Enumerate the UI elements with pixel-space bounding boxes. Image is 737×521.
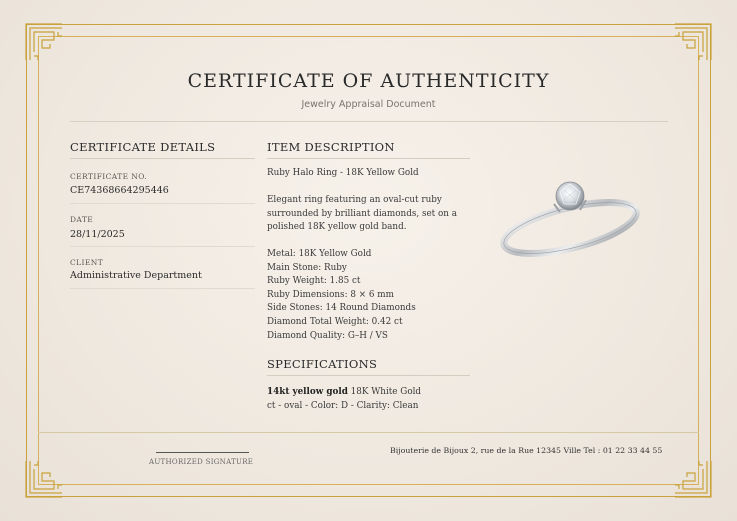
date-rule	[70, 246, 255, 247]
summary-line: surrounded by brilliant diamonds, set on a	[267, 208, 457, 219]
attribute-metal: Metal: 18K Yellow Gold	[267, 249, 372, 259]
number-rule	[70, 203, 255, 204]
spec-line-1-rest: 18K White Gold	[347, 387, 422, 397]
date-label: DATE	[70, 215, 94, 224]
specifications-heading: SPECIFICATIONS	[267, 357, 378, 371]
certificate-number-label: CERTIFICATE NO.	[70, 172, 148, 181]
item-summary	[267, 194, 477, 235]
ring-image	[494, 170, 644, 260]
certificate-subtitle: Jewelry Appraisal Document	[301, 99, 436, 110]
item-description-heading: ITEM DESCRIPTION	[267, 140, 395, 154]
spec-bold-text: 14kt yellow gold	[267, 387, 348, 397]
attribute-main-stone: Main Stone: Ruby	[267, 262, 347, 273]
item-name: Ruby Halo Ring - 18K Yellow Gold	[267, 168, 419, 178]
signature-label: AUTHORIZED SIGNATURE	[149, 458, 254, 466]
details-heading-rule	[70, 158, 255, 159]
corner-ornament-bottom-right	[673, 459, 713, 499]
client-rule	[70, 288, 255, 289]
signature-line	[156, 452, 249, 453]
client-value: Administrative Department	[70, 270, 202, 281]
footer-divider	[38, 432, 699, 433]
corner-ornament-bottom-left	[24, 459, 64, 499]
attribute-ruby-weight: Ruby Weight: 1.85 ct	[267, 276, 361, 287]
specifications-heading-rule	[267, 375, 470, 376]
certificate-details-heading: CERTIFICATE DETAILS	[70, 140, 216, 154]
certificate-number-value: CE74368664295446	[70, 185, 169, 196]
client-label: CLIENT	[70, 258, 104, 267]
certificate-title: CERTIFICATE OF AUTHENTICITY	[187, 70, 550, 92]
summary-line: polished 18K yellow gold band.	[267, 222, 407, 233]
header-divider	[70, 121, 668, 122]
corner-ornament-top-left	[24, 22, 64, 62]
attribute-ruby-dimensions: Ruby Dimensions: 8 × 6 mm	[267, 289, 394, 300]
attribute-diamond-weight: Diamond Total Weight: 0.42 ct	[267, 316, 403, 327]
specifications-text	[267, 386, 421, 413]
item-heading-rule	[267, 158, 470, 159]
spec-line-1	[267, 386, 421, 400]
jeweler-address: Bijouterie de Bijoux 2, rue de la Rue 12345 Ville Tel : 01 22 33 44 55	[390, 446, 663, 455]
attribute-diamond-quality: Diamond Quality: G–H / VS	[267, 330, 388, 341]
summary-line: Elegant ring featuring an oval-cut ruby	[267, 195, 442, 205]
date-value: 28/11/2025	[70, 229, 125, 240]
attribute-side-stones: Side Stones: 14 Round Diamonds	[267, 303, 416, 314]
corner-ornament-top-right	[673, 22, 713, 62]
spec-line-2: ct - oval - Color: D - Clarity: Clean	[267, 400, 419, 411]
item-attributes	[267, 248, 477, 343]
